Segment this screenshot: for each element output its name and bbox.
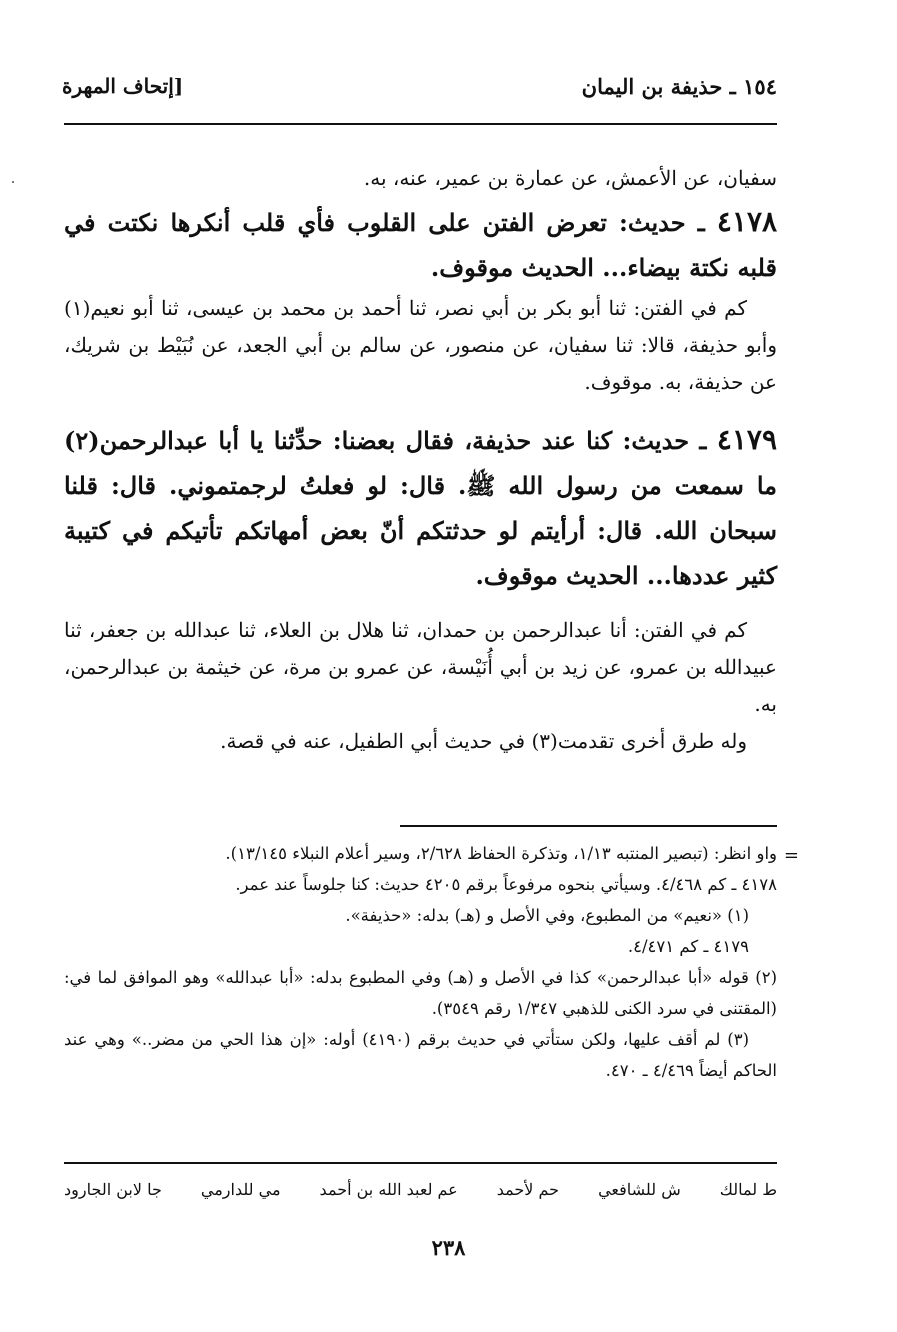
hadith-text: ـ حديث: كنا عند حذيفة، فقال بعضنا: حدِّثنا يا أبا عبدالرحمن(٢) ما سمعت من رسول الله ﷺ. قال: لو فعلتُ لرجمتموني. قال: قلنا سبحان الله. قال: أرأيتم لو حدثتكم أنّ بعض أمهاتكم تأتيكم في كتيبة كثير عددها... الحديث موقوف. <box>64 426 777 590</box>
footnote-3: (٣) لم أقف عليها، ولكن ستأتي في حديث برقم (٤١٩٠) أوله: «إن هذا الحي من مضر..» وهي عند الحاكم أيضاً ٤/٤٦٩ ـ ٤٧٠. <box>64 1030 777 1080</box>
footnote-source-4178: ٤١٧٨ ـ كم ٤/٤٦٨. وسيأتي بنحوه مرفوعاً برقم ٤٢٠٥ حديث: كنا جلوساً عند عمر. <box>235 875 777 894</box>
abbreviation-item: ط لمالك <box>719 1180 777 1199</box>
footnotes <box>64 838 777 1086</box>
hadith-number: ٤١٧٩ <box>716 423 777 456</box>
footnote-source-4179: ٤١٧٩ ـ كم ٤/٤٧١. <box>627 937 749 956</box>
main-text <box>64 160 777 760</box>
source-paragraph-4179: كم في الفتن: أنا عبدالرحمن بن حمدان، ثنا هلال بن العلاء، ثنا عبدالله بن جعفر، ثنا عبيدالله بن عمرو، عن زيد بن أبي أُنَيْسة، عن عمرو بن مرة، عن خيثمة بن عبدالرحمن، به. <box>64 618 777 716</box>
spacer <box>64 401 777 415</box>
scan-speck <box>12 181 14 183</box>
footnote-continuation-mark: = <box>783 845 799 866</box>
footnote-1: (١) «نعيم» من المطبوع، وفي الأصل و (هـ) بدله: «حذيفة». <box>345 906 749 925</box>
abbreviation-item: ش للشافعي <box>598 1180 681 1199</box>
intro-line: سفيان، عن الأعمش، عن عمارة بن عمير، عنه، به. <box>363 166 777 190</box>
header-rule <box>64 123 777 125</box>
footnote-rule <box>400 825 777 827</box>
source-paragraph-4178: كم في الفتن: ثنا أبو بكر بن أبي نصر، ثنا أحمد بن محمد بن عيسى، ثنا أبو نعيم(١) وأبو حذيفة، قالا: ثنا سفيان، عن منصور، عن سالم بن أبي الجعد، عن نُبَيْط بن شريك، عن حذيفة، به. موقوف. <box>64 296 777 394</box>
hadith-4178 <box>64 199 777 290</box>
abbreviations-key <box>64 1180 777 1199</box>
hadith-number: ٤١٧٨ <box>716 205 778 238</box>
hadith-text: ـ حديث: تعرض الفتن على القلوب فأي قلب أنكرها نكتت في قلبه نكتة بيضاء... الحديث موقوف. <box>64 208 777 282</box>
spacer <box>64 598 777 612</box>
hadith-4179 <box>64 417 777 598</box>
abbreviation-item: عم لعبد الله بن أحمد <box>319 1180 458 1199</box>
abbreviation-item: مي للدارمي <box>200 1180 281 1199</box>
abbreviation-item: جا لابن الجارود <box>64 1180 162 1199</box>
running-header-book: [إتحاف المهرة <box>62 74 184 98</box>
footnote-2: (٢) قوله «أبا عبدالرحمن» كذا في الأصل و (هـ) وفي المطبوع بدله: «أبا عبدالله» وهو الموافق لما في: (المقتنى في سرد الكنى للذهبي ١/٣٤٧ رقم ٣٥٤٩). <box>64 968 777 1018</box>
footnote-continued: واو انظر: (تبصير المنتبه ١/١٣، وتذكرة الحفاظ ٢/٦٢٨، وسير أعلام النبلاء ١٣/١٤٥). <box>225 844 777 863</box>
abbreviation-item: حم لأحمد <box>496 1180 560 1199</box>
page-number: ٢٣٨ <box>431 1235 466 1260</box>
running-header-chapter: ١٥٤ ـ حذيفة بن اليمان <box>581 74 777 99</box>
other-routes-line: وله طرق أخرى تقدمت(٣) في حديث أبي الطفيل، عنه في قصة. <box>220 729 747 753</box>
abbreviations-rule <box>64 1162 777 1164</box>
